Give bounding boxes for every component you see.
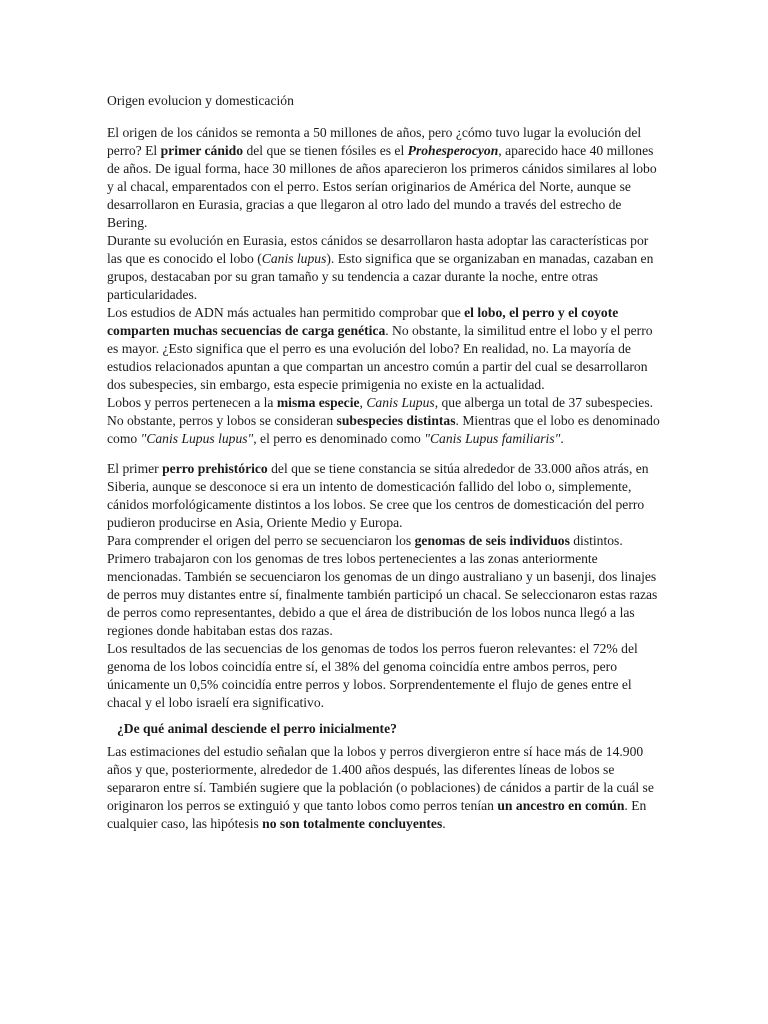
text-run: del que se tiene constancia se sitúa alrededor de 33.000 años atrás, en Siberia, aunque se desconoce si era un intento de domesticación fallido del lobo o, simplemente, cánidos morfológicamente distintos a los lobos. Se cree que los centros de domesticación del perro pudieron producirse en Asia, Oriente Medio y Europa.: [107, 461, 649, 530]
paragraph-same-species: [107, 394, 663, 448]
bold-text: subespecies distintas: [336, 413, 456, 428]
text-run: Los resultados de las secuencias de los genomas de todos los perros fueron relevantes: el 72% del genoma de los lobos coincidía entre sí, el 38% del genoma coincidía entre ambos perros, pero únicamente un 0,5% coincidía entre perros y lobos. Sorprendentemente el flujo de genes entre el chacal y el lobo israelí era significativo.: [107, 641, 638, 710]
bold-text: misma especie: [276, 395, 360, 410]
document-page: [107, 92, 663, 833]
species-name: Prohesperocyon: [407, 143, 499, 158]
paragraph-prehistoric-dog: [107, 460, 663, 532]
document-title: Origen evolucion y domesticación: [107, 93, 294, 108]
species-name: Canis Lupus: [366, 395, 435, 410]
text-run: Los estudios de ADN más actuales han permitido comprobar que: [107, 305, 465, 320]
text-run: . No obstante, la similitud entre el lobo y el perro es mayor. ¿Esto significa que el perro es una evolución del lobo? En realidad, no. La mayoría de estudios relacionados apuntan a que compartan un ancestro común a partir del cual se desarrollaron dos subespecies, sin embargo, esta especie primigenia no existe en la actualidad.: [107, 323, 653, 392]
section-heading: ¿De qué animal desciende el perro inicialmente?: [117, 721, 397, 736]
text-run: , el perro es denominado como: [253, 431, 425, 446]
bold-text: el lobo, el perro y el coyote comparten muchas secuencias de carga genética: [107, 305, 619, 338]
text-run: El origen de los cánidos se remonta a 50 millones de años, pero ¿cómo tuvo lugar la evolución del perro? El: [107, 125, 642, 158]
text-run: Durante su evolución en Eurasia, estos cánidos se desarrollaron hasta adoptar las características por las que es conocido el lobo (: [107, 233, 649, 266]
species-name: "Canis Lupus familiaris": [424, 431, 561, 446]
text-run: Para comprender el origen del perro se secuenciaron los: [107, 533, 415, 548]
text-run: , que alberga un total de 37 subespecies. No obstante, perros y lobos se consideran: [107, 395, 654, 428]
paragraph-dna-studies: [107, 304, 663, 394]
text-run: . En cualquier caso, las hipótesis: [107, 798, 647, 831]
text-run: distintos. Primero trabajaron con los genomas de tres lobos pertenecientes a las zonas anteriormente mencionadas. También se secuenciaron los genomas de un dingo australiano y un basenji, dos linajes de perros muy distantes entre sí, finalmente también participó un chacal. Se seleccionaron estas razas de perros como representantes, debido a que el área de distribución de los lobos nunca llegó a las regiones donde habitaban estas dos razas.: [107, 533, 658, 638]
bold-italic-text: [408, 143, 499, 158]
text-run: del que se tienen fósiles es el: [243, 143, 408, 158]
bold-text: primer cánido: [160, 143, 244, 158]
bold-text: un ancestro en común: [497, 798, 625, 813]
species-name: Canis lupus: [261, 251, 327, 266]
species-name: "Canis Lupus lupus": [140, 431, 254, 446]
text-run: , aparecido hace 40 millones de años. De igual forma, hace 30 millones de años aparecieron los primeros cánidos similares al lobo y al chacal, emparentados con el perro. Estos serían originarios de América del Norte, aunque se desarrollaron en Eurasia, gracias a que llegaron al otro lado del mundo a través del estrecho de Bering.: [107, 143, 657, 230]
paragraph-gap: [107, 448, 663, 460]
paragraph-canid-origin: [107, 124, 663, 232]
text-run: .: [560, 431, 564, 446]
paragraph-eurasia-evolution: [107, 232, 663, 304]
text-run: ). Esto significa que se organizaban en manadas, cazaban en grupos, destacaban por su gran tamaño y su tendencia a cazar durante la noche, entre otras particularidades.: [107, 251, 654, 302]
text-run: .: [442, 816, 446, 831]
paragraph-divergence: [107, 743, 663, 833]
text-run: Las estimaciones del estudio señalan que la lobos y perros divergieron entre sí hace más de 14.900 años y que, posteriormente, alrededor de 1.400 años después, las diferentes líneas de lobos se separaron entre sí. También sugiere que la población (o poblaciones) de cánidos a partir de la cuál se originaron los perros se extinguió y que tanto lobos como perros tenían: [107, 744, 654, 813]
bold-text: no son totalmente concluyentes: [262, 816, 443, 831]
paragraph-results: [107, 640, 663, 712]
text-run: Lobos y perros pertenecen a la: [107, 395, 277, 410]
bold-text: genomas de seis individuos: [414, 533, 570, 548]
paragraph-genome-sequencing: [107, 532, 663, 640]
bold-text: perro prehistórico: [162, 461, 268, 476]
text-run: ,: [359, 395, 367, 410]
text-run: . Mientras que el lobo es denominado como: [107, 413, 660, 446]
text-run: El primer: [107, 461, 163, 476]
